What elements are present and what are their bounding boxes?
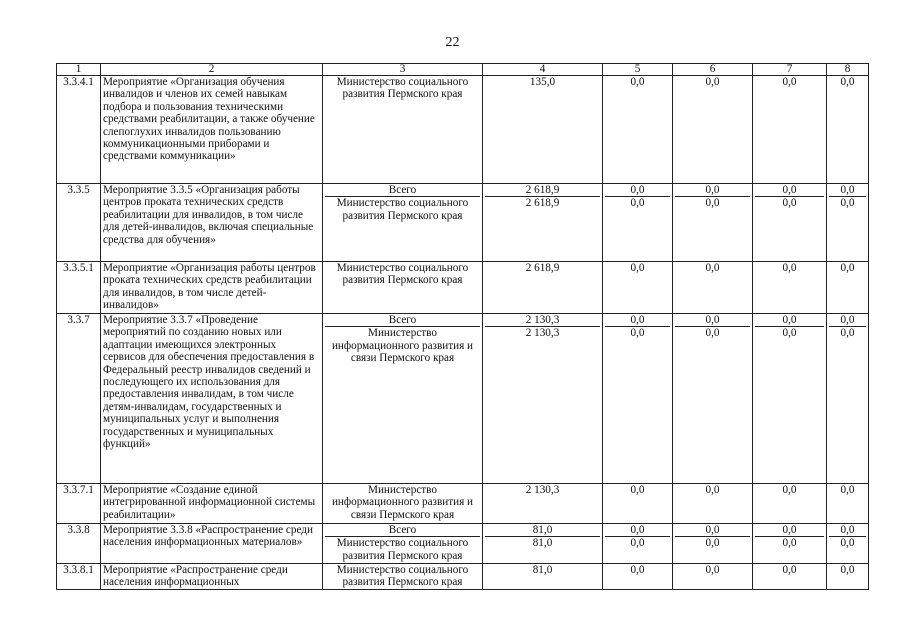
column-number: 1 <box>57 64 101 76</box>
executor-cell <box>323 76 483 184</box>
amount-value: 0,0 <box>630 262 645 274</box>
amount-value: 0,0 <box>630 76 645 88</box>
amount-value: 0,0 <box>605 536 670 549</box>
column-number: 5 <box>603 64 673 76</box>
column-number: 7 <box>753 64 827 76</box>
amount-value: 2 130,3 <box>525 314 560 326</box>
amount-value: 81,0 <box>532 524 553 536</box>
amount-value: 0,0 <box>829 536 866 549</box>
amount-cell-v8 <box>827 564 869 590</box>
amount-cell-v7 <box>753 76 827 184</box>
amount-value: 2 618,9 <box>525 262 560 274</box>
executor-name: Министерство социального развития Пермского края <box>336 262 469 287</box>
amount-cell-v4 <box>483 314 603 484</box>
amount-cell-v7 <box>753 484 827 524</box>
amount-value: 0,0 <box>840 262 855 274</box>
amount-value: 0,0 <box>630 314 645 326</box>
amount-cell-v6 <box>673 314 753 484</box>
amount-value: 0,0 <box>755 536 824 549</box>
row-code: 3.3.7.1 <box>57 484 101 524</box>
row-title: Мероприятие 3.3.7 «Проведение мероприятий по созданию новых или адаптации имеющихся электронных сервисов для обеспечения предоставления в Федеральный реестр инвалидов сведений и последующего их использования для предоставления инвалидам, в том числе детям-инвалидам, государственных и муниципальных услуг и выполнения государственных и муниципальных функций» <box>101 314 323 484</box>
amount-value: 0,0 <box>755 326 824 339</box>
amount-cell-v5 <box>603 76 673 184</box>
row-title: Мероприятие «Создание единой интегрированной информационной системы реабилитации» <box>101 484 323 524</box>
amount-cell-v5 <box>603 262 673 314</box>
amount-value: 0,0 <box>782 564 797 576</box>
row-title: Мероприятие «Организация работы центров проката технических средств реабилитации для инвалидов, в том числе детей-инвалидов» <box>101 262 323 314</box>
table-row <box>57 524 869 564</box>
amount-cell-v4 <box>483 76 603 184</box>
executor-cell <box>323 524 483 564</box>
amount-value: 0,0 <box>755 196 824 209</box>
amount-value: 135,0 <box>529 76 556 88</box>
amount-value: 0,0 <box>630 564 645 576</box>
table-row <box>57 484 869 524</box>
amount-value: 0,0 <box>705 524 720 536</box>
amount-value: 0,0 <box>675 536 750 549</box>
amount-cell-v5 <box>603 484 673 524</box>
amount-value: 2 130,3 <box>525 484 560 496</box>
amount-value: 81,0 <box>485 536 600 549</box>
table-row <box>57 314 869 484</box>
amount-value: 0,0 <box>840 314 855 326</box>
amount-value: 0,0 <box>840 76 855 88</box>
amount-cell-v4 <box>483 484 603 524</box>
amount-value: 2 130,3 <box>485 326 600 339</box>
amount-value: 0,0 <box>630 184 645 196</box>
executor-name: Всего <box>388 524 417 536</box>
amount-value: 2 618,9 <box>485 196 600 209</box>
amount-value: 0,0 <box>675 326 750 339</box>
amount-value: 0,0 <box>605 196 670 209</box>
amount-value: 0,0 <box>705 262 720 274</box>
amount-cell-v4 <box>483 524 603 564</box>
amount-cell-v4 <box>483 262 603 314</box>
row-title: Мероприятие «Распространение среди населения информационных <box>101 564 323 590</box>
amount-cell-v6 <box>673 262 753 314</box>
amount-value: 0,0 <box>705 564 720 576</box>
page-number: 22 <box>445 35 460 50</box>
amount-value: 0,0 <box>840 184 855 196</box>
column-number-row <box>57 64 869 76</box>
amount-cell-v4 <box>483 184 603 262</box>
amount-cell-v7 <box>753 184 827 262</box>
executor-name: Министерство информационного развития и связи Пермского края <box>331 484 474 521</box>
row-title: Мероприятие 3.3.5 «Организация работы центров проката технических средств реабилитации для инвалидов, в том числе для детей-инвалидов, включая специальные средства для обучения» <box>101 184 323 262</box>
amount-cell-v5 <box>603 314 673 484</box>
amount-cell-v7 <box>753 314 827 484</box>
column-number: 8 <box>827 64 869 76</box>
amount-value: 0,0 <box>630 524 645 536</box>
row-title: Мероприятие «Организация обучения инвалидов и членов их семей навыкам подбора и пользования техническими средствами реабилитации, а также обучение слепоглухих инвалидов пользованию коммуникационными приборами и средствами коммуникации» <box>101 76 323 184</box>
amount-value: 0,0 <box>829 196 866 209</box>
amount-cell-v6 <box>673 524 753 564</box>
row-code: 3.3.5 <box>57 184 101 262</box>
amount-value: 2 618,9 <box>525 184 560 196</box>
amount-value: 0,0 <box>782 262 797 274</box>
amount-cell-v8 <box>827 262 869 314</box>
amount-cell-v6 <box>673 76 753 184</box>
amount-value: 0,0 <box>782 484 797 496</box>
amount-value: 0,0 <box>705 314 720 326</box>
row-code: 3.3.7 <box>57 314 101 484</box>
amount-cell-v8 <box>827 314 869 484</box>
amount-value: 0,0 <box>705 76 720 88</box>
row-code: 3.3.8 <box>57 524 101 564</box>
amount-value: 0,0 <box>705 484 720 496</box>
amount-cell-v8 <box>827 76 869 184</box>
column-number: 6 <box>673 64 753 76</box>
row-title: Мероприятие 3.3.8 «Распространение среди населения информационных материалов» <box>101 524 323 564</box>
executor-name: Министерство социального развития Пермского края <box>336 564 469 589</box>
amount-cell-v8 <box>827 484 869 524</box>
amount-value: 0,0 <box>840 484 855 496</box>
amount-value: 0,0 <box>840 564 855 576</box>
executor-cell <box>323 314 483 484</box>
amount-cell-v5 <box>603 564 673 590</box>
amount-cell-v6 <box>673 484 753 524</box>
executor-name: Всего <box>388 184 417 196</box>
executor-name: Министерство социального развития Пермского края <box>325 536 480 562</box>
amount-cell-v5 <box>603 524 673 564</box>
amount-value: 0,0 <box>840 524 855 536</box>
amount-value: 0,0 <box>630 484 645 496</box>
executor-cell <box>323 564 483 590</box>
table-row <box>57 184 869 262</box>
amount-cell-v4 <box>483 564 603 590</box>
column-number: 3 <box>323 64 483 76</box>
amount-cell-v6 <box>673 184 753 262</box>
amount-value: 0,0 <box>605 326 670 339</box>
table-row <box>57 262 869 314</box>
amount-cell-v8 <box>827 524 869 564</box>
executor-name: Министерство информационного развития и связи Пермского края <box>325 326 480 364</box>
column-number: 2 <box>101 64 323 76</box>
amount-value: 0,0 <box>782 314 797 326</box>
table-row <box>57 76 869 184</box>
table-row <box>57 564 869 590</box>
amount-cell-v6 <box>673 564 753 590</box>
row-code: 3.3.4.1 <box>57 76 101 184</box>
amount-cell-v7 <box>753 524 827 564</box>
row-code: 3.3.8.1 <box>57 564 101 590</box>
amount-value: 81,0 <box>532 564 553 576</box>
amount-value: 0,0 <box>782 76 797 88</box>
executor-cell <box>323 262 483 314</box>
amount-value: 0,0 <box>782 184 797 196</box>
amount-cell-v5 <box>603 184 673 262</box>
executor-name: Министерство социального развития Пермского края <box>325 196 480 222</box>
executor-name: Всего <box>388 314 417 326</box>
amount-value: 0,0 <box>705 184 720 196</box>
executor-name: Министерство социального развития Пермского края <box>336 76 469 101</box>
amount-cell-v7 <box>753 564 827 590</box>
executor-cell <box>323 184 483 262</box>
budget-table <box>56 63 869 590</box>
column-number: 4 <box>483 64 603 76</box>
amount-value: 0,0 <box>782 524 797 536</box>
executor-cell <box>323 484 483 524</box>
amount-value: 0,0 <box>675 196 750 209</box>
row-code: 3.3.5.1 <box>57 262 101 314</box>
amount-cell-v7 <box>753 262 827 314</box>
amount-cell-v8 <box>827 184 869 262</box>
amount-value: 0,0 <box>829 326 866 339</box>
